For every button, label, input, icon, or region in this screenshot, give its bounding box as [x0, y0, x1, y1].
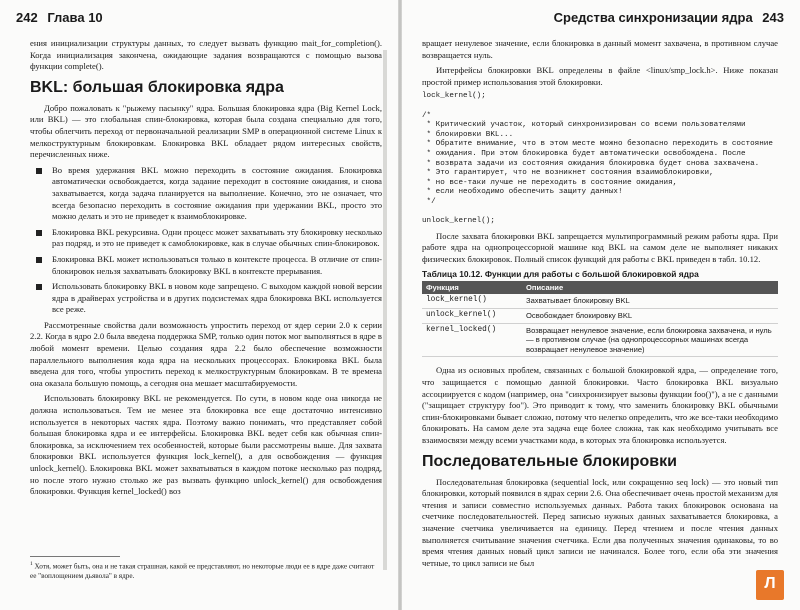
- interfaces-paragraph: Интерфейсы блокировки BKL определены в файле <linux/smp_lock.h>. Ниже показан простой пример использования этой блокировки.: [422, 65, 778, 87]
- table-cell: unlock_kernel(): [422, 309, 522, 324]
- bullet-square-icon: [36, 257, 42, 263]
- left-page: [0, 0, 398, 610]
- usage-paragraph: Использовать блокировку BKL не рекомендуется. По сути, в новом коде она никогда не должна использоваться. Тем не менее эта блокировка все еще достаточно интенсивно используется в некоторых частях ядра. Поэтому важно понимать, что представляет собой большая блокировка ядра и ее интерфейсы. Блокировка BKL ведет себя как обычная спин-блокировка, за исключением тех особенностей, которые были рассмотрены выше. Для захвата блокировки BKL используется функция lock_kernel(), а для освобождения — функция unlock_kernel(). Блокировка BKL может захватываться в каждом потоке несколько раз подряд, но после этого нужно столько же раз вызвать функцию unlock_kernel() для освобождения блокировки. Функция kernel_locked() воз: [30, 393, 382, 497]
- list-item-text: Во время удержания BKL можно переходить в состояние ожидания. Блокировка автоматически освобождается, когда задание переходит в состояние ожидания, и снова захватывается, когда задача планируется на выполнение. Конечно, это не означает, что всегда безопасно переходить в состояние ожидания при удержании BKL, просто это можно делать и это не приведет к взаимоблокировке.: [52, 164, 382, 222]
- code-example: lock_kernel(); /* * Критический участок, который синхронизирован со всеми пользователями * блокировки BKL... * Обратите внимание, что в этом месте можно безопасно переходить в состояние * ожидания. При этом блокировка будет автоматически освобождена. После * возврата задачи из состояния ожидания блокировка будет снова захвачена. * Это гарантирует, что не возникнет состояния взаимоблокировки, * но все-таки лучше не переходить в состояние ожидания, * если необходимо обеспечить защиту данных! */ unlock_kernel();: [422, 92, 773, 226]
- history-paragraph: Рассмотренные свойства дали возможность упростить переход от ядер серии 2.0 к серии 2.2. Когда в ядро 2.0 была введена поддержка SMP, только один поток мог выполняться в ядре в любой момент времени. Целью создания ядра 2.2 было обеспечение возможности параллельного выполнения кода ядра на нескольких процессорах. Блокировка BKL была введена для того, чтобы упростить переход к мелкоструктурным блокировкам. В те времена она оказала большую помощь, а сегодня она мешает масштабируемости.: [30, 319, 382, 388]
- section-heading-seqlock: Последовательные блокировки: [422, 452, 677, 470]
- table-cell: kernel_locked(): [422, 323, 522, 357]
- bkl-problems-paragraph: Одна из основных проблем, связанных с большой блокировкой ядра, — определение того, что защищается с помощью данной блокировки. Часто блокировка BKL визуально ассоциируется с кодом (например, она "синхронизирует вызовы функции foo()"), а не с данными ("защищает структуру foo"). Это приводит к тому, что заменить блокировку BKL обычными спин-блокировками бывает сложно, потому что нелегко определить, что же все-таки необходимо блокировать. На самом деле эта задача еще более сложна, так как необходимо учитывать все взаимосвязи между всеми участками кода, в которых эта блокировка используется.: [422, 365, 778, 445]
- list-item-text: Блокировка BKL может использоваться только в контексте процесса. В отличие от спин-блокировок нельзя захватывать блокировку BKL в контексте прерывания.: [52, 253, 382, 276]
- column-header: Описание: [522, 281, 778, 294]
- left-body: [30, 38, 382, 502]
- table-caption: Таблица 10.12. Функции для работы с большой блокировкой ядра: [422, 269, 699, 280]
- table-row: [422, 309, 778, 324]
- continuation-paragraph: вращает ненулевое значение, если блокировка в данный момент захвачена, в противном случае возвращается нуль.: [422, 38, 778, 60]
- bkl-functions-table: [422, 281, 778, 357]
- intro-paragraph: ения инициализации структуры данных, то следует вызвать функцию mait_for_completion(). Когда инициализация закончена, ожидающие задания возвращаются с помощью вызова функции complete().: [30, 38, 382, 72]
- table-cell: lock_kernel(): [422, 294, 522, 308]
- list-item-text: Блокировка BKL рекурсивна. Одни процесс может захватывать эту блокировку несколько раз подряд, и это не приведет к самоблокировке, как в случае обычных спин-блокировок.: [52, 226, 382, 249]
- table-row: [422, 294, 778, 308]
- seqlock-paragraph: Последовательная блокировка (sequential lock, или сокращенно seq lock) — это новый тип блокировки, который появился в ядрах серии 2.6. Она обеспечивает очень простой механизм для чтения и записи совместно используемых данных. Работа таких блокировок основана на счетчике последовательностей. Перед записью нужных данных захватывается блокировка, а значение счетчика увеличивается на единицу. Перед чтением и после чтения данных выполняется считывание значения счетчика. Если два полученных значения одинаковы, то во время чтения данных новый цикл записи не начинался. Более того, если оба эти значения четные, то цикл записи не был: [422, 476, 778, 568]
- footnote-divider: [30, 556, 120, 557]
- publisher-logo-icon: Л: [756, 570, 784, 600]
- bullet-square-icon: [36, 284, 42, 290]
- list-item: [30, 254, 382, 277]
- footnote-text: Хотя, может быть, она и не такая страшная, какой ее представляют, но некоторые люди ее в ядре даже считают ее "воплощением дьявола" в ядре.: [30, 562, 375, 580]
- right-page-number: 243: [762, 10, 784, 25]
- table-cell: Освобождает блокировку BKL: [522, 309, 778, 324]
- list-item: [30, 281, 382, 316]
- footnote: $^1$ Хотя, может быть, она и не такая страшная, какой ее представляют, но некоторые люди ее в ядре даже считают ее "воплощением дьявола" в ядре.: [30, 561, 375, 580]
- table-header-row: [422, 281, 778, 294]
- left-running-header: [16, 10, 103, 25]
- bullet-square-icon: [36, 230, 42, 236]
- bkl-behavior-paragraph: После захвата блокировки BKL запрещается мультипрограммный режим работы ядра. При работе ядра на однопроцессорной машине код BKL на самом деле не выполняет никаких физических блокировок. Полный список функций для работы с BKL приведен в табл. 10.12.: [422, 230, 778, 264]
- list-item-text: Использовать блокировку BKL в новом коде запрещено. С выходом каждой новой версии ядра в драйверах устройства и в других подсистемах ядра блокировка BKL используется все реже.: [52, 281, 382, 315]
- bkl-properties-list: [30, 165, 382, 316]
- margin-shade: [383, 50, 387, 570]
- column-header: Функция: [422, 281, 522, 294]
- right-running-header: [554, 10, 784, 25]
- left-chapter-title: Глава 10: [47, 10, 103, 25]
- bullet-square-icon: [36, 168, 42, 174]
- right-body: [422, 38, 778, 573]
- table-cell: Возвращает ненулевое значение, если блокировка захвачена, и нуль — в противном случае (на однопроцессорных машинах всегда возвращает ненулевое значение): [522, 323, 778, 357]
- left-page-number: 242: [16, 10, 38, 25]
- section-heading-bkl: BKL: большая блокировка ядра: [30, 78, 284, 96]
- list-item: [30, 227, 382, 250]
- bkl-intro-paragraph: Добро пожаловать к "рыжему пасынку" ядра. Большая блокировка ядра (Big Kernel Lock, или BKL) — это глобальная спин-блокировка, которая была создана специально для того, чтобы облегчить переход от первоначальной реализации SMP в операционной системе Linux к мелкоструктурным блокировкам. Блокировка BKL обладает рядом интересных свойств, перечисленных ниже.: [30, 102, 382, 160]
- list-item: [30, 165, 382, 223]
- table-row: [422, 323, 778, 357]
- right-page: [402, 0, 800, 610]
- table-cell: Захватывает блокировку BKL: [522, 294, 778, 308]
- right-chapter-title: Средства синхронизации ядра: [553, 10, 753, 25]
